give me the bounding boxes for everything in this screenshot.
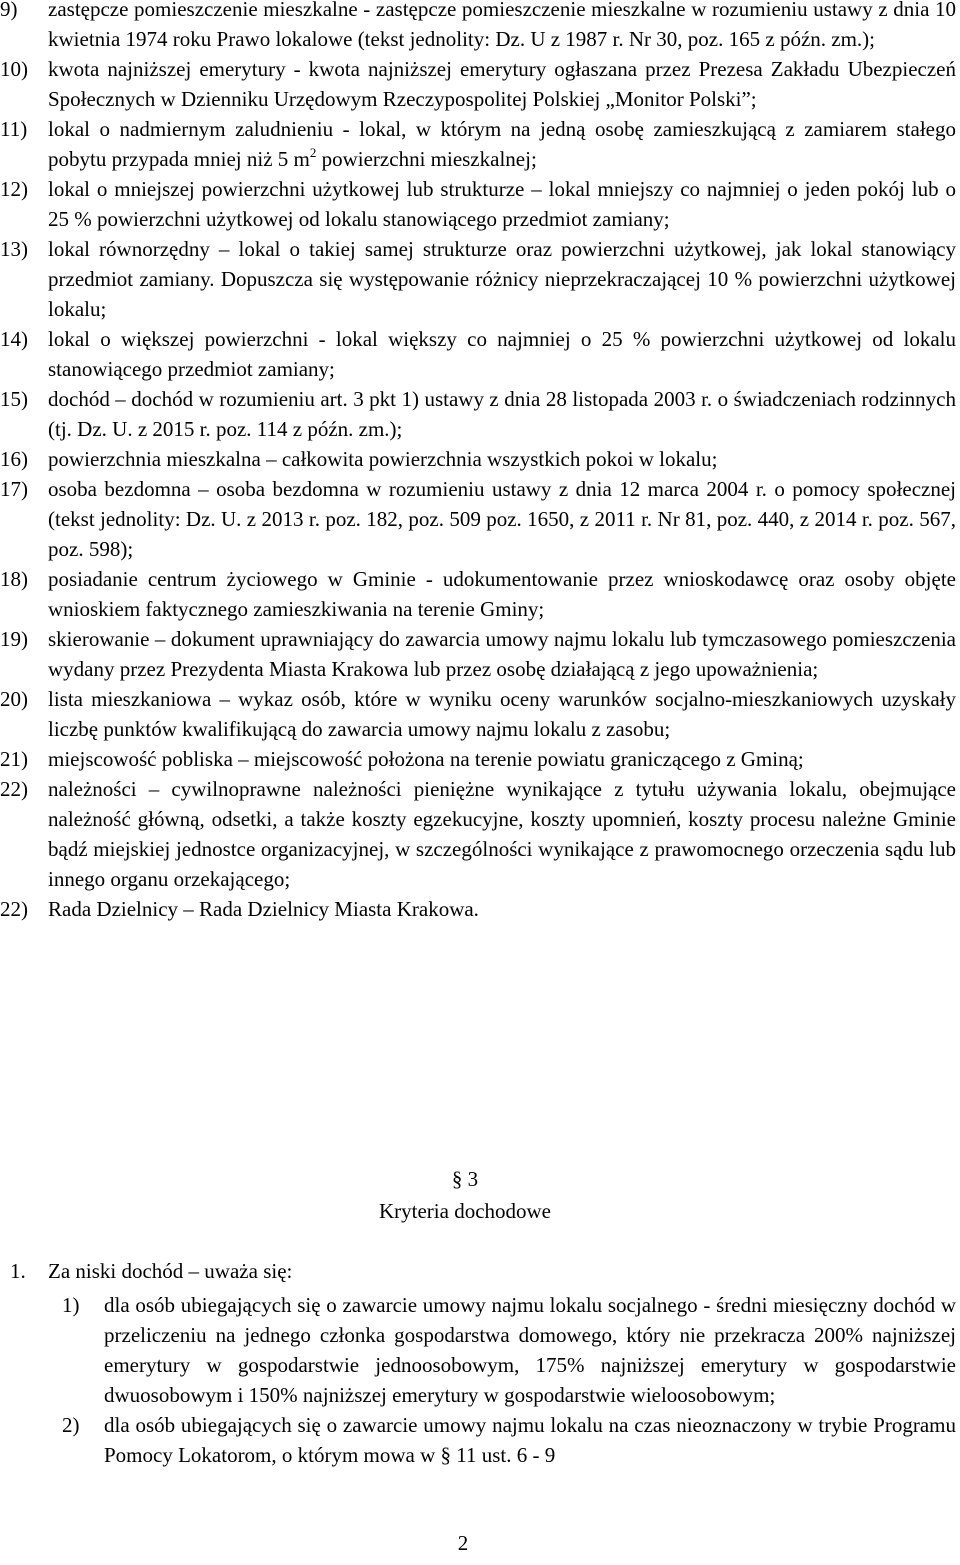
intro-number: 1. [10,1259,26,1283]
item-number: 9) [0,0,18,21]
definition-item [0,894,956,924]
item-text: dla osób ubiegających się o zawarcie umowy najmu lokalu na czas nieoznaczony w trybie Programu Pomocy Lokatorom, o którym mowa w § 11 ust. 6 - 9 [104,1413,956,1467]
definition-item [0,114,956,174]
item-number: 1) [62,1293,80,1317]
criteria-item [62,1290,956,1410]
item-text: lokal o większej powierzchni - lokal większy co najmniej o 25 % powierzchni użytkowej od lokalu stanowiącego przedmiot zamiany; [48,327,956,381]
item-number: 15) [0,387,28,411]
intro-text: Za niski dochód – uważa się: [48,1259,293,1283]
definition-item [0,444,956,474]
definition-item [0,774,956,894]
criteria-list [62,1290,956,1470]
definition-item [0,384,956,444]
item-text: lokal o mniejszej powierzchni użytkowej lub strukturze – lokal mniejszy co najmniej o jeden pokój lub o 25 % powierzchni użytkowej od lokalu stanowiącego przedmiot zamiany; [48,177,956,231]
item-number: 20) [0,687,28,711]
definition-item [0,564,956,624]
item-number: 18) [0,567,28,591]
definition-item [0,744,956,774]
item-text: dochód – dochód w rozumieniu art. 3 pkt 1) ustawy z dnia 28 listopada 2003 r. o świadczeniach rodzinnych (tj. Dz. U. z 2015 r. poz. 114 z późn. zm.); [48,387,956,441]
item-text: kwota najniższej emerytury - kwota najniższej emerytury ogłaszana przez Prezesa Zakładu Ubezpieczeń Społecznych w Dzienniku Urzędowym Rzeczypospolitej Polskiej „Monitor Polski”; [48,57,956,111]
item-text: lista mieszkaniowa – wykaz osób, które w wyniku oceny warunków socjalno-mieszkaniowych uzyskały liczbę punktów kwalifikującą do zawarcia umowy najmu lokalu z zasobu; [48,687,956,741]
definition-item [0,234,956,324]
definition-item [0,54,956,114]
definition-item [0,174,956,234]
item-text: lokal o nadmiernym zaludnieniu - lokal, w którym na jedną osobę zamieszkującą z zamiarem stałego pobytu przypada mniej niż 5 m [48,117,956,171]
item-text: posiadanie centrum życiowego w Gminie - udokumentowanie przez wnioskodawcę oraz osoby objęte wnioskiem faktycznego zamieszkiwania na terenie Gminy; [48,567,956,621]
item-text: skierowanie – dokument uprawniający do zawarcia umowy najmu lokalu lub tymczasowego pomieszczenia wydany przez Prezydenta Miasta Krakowa lub przez osobę działającą z jego upoważnienia; [48,627,956,681]
item-number: 19) [0,627,28,651]
item-text: lokal równorzędny – lokal o takiej samej strukturze oraz powierzchni użytkowej, jak lokal stanowiący przedmiot zamiany. Dopuszcza się występowanie różnicy nieprzekraczającej 10 % powierzchni użytkowej lokalu; [48,237,956,321]
item-text: miejscowość pobliska – miejscowość położona na terenie powiatu graniczącego z Gminą; [48,747,804,771]
item-text: osoba bezdomna – osoba bezdomna w rozumieniu ustawy z dnia 12 marca 2004 r. o pomocy społecznej (tekst jednolity: Dz. U. z 2013 r. poz. 182, poz. 509 poz. 1650, z 2011 r. Nr 81, poz. 440, z 2014 r. poz. 567, poz. 598); [48,477,956,561]
item-text: Rada Dzielnicy – Rada Dzielnicy Miasta Krakowa. [48,897,479,921]
item-number: 10) [0,57,28,81]
item-number: 21) [0,747,28,771]
definition-item [0,0,956,54]
item-number: 16) [0,447,28,471]
definition-item [0,624,956,684]
item-text: dla osób ubiegających się o zawarcie umowy najmu lokalu socjalnego - średni miesięczny dochód w przeliczeniu na jednego członka gospodarstwa domowego, który nie przekracza 200% najniższej emerytury w gospodarstwie jednoosobowym, 175% najniższej emerytury w gospodarstwie dwuosobowym i 150% najniższej emerytury w gospodarstwie wieloosobowym; [104,1293,956,1407]
criteria-item [62,1410,956,1470]
item-text-continued: powierzchni mieszkalnej; [316,147,537,171]
superscript: 2 [309,145,317,160]
item-text: zastępcze pomieszczenie mieszkalne - zastępcze pomieszczenie mieszkalne w rozumieniu ustawy z dnia 10 kwietnia 1974 roku Prawo lokalowe (tekst jednolity: Dz. U z 1987 r. Nr 30, poz. 165 z późn. zm.); [48,0,956,51]
item-number: 2) [62,1413,80,1437]
item-number: 14) [0,327,28,351]
page-number: 2 [457,1531,469,1555]
definition-item [0,684,956,744]
item-text: powierzchnia mieszkalna – całkowita powierzchnia wszystkich pokoi w lokalu; [48,447,718,471]
item-number: 12) [0,177,28,201]
section-title: Kryteria dochodowe [378,1199,552,1223]
definition-item [0,324,956,384]
item-number: 11) [0,117,28,141]
item-number: 22) [0,777,28,801]
section-symbol: § 3 [451,1167,479,1191]
item-number: 17) [0,477,28,501]
definition-item [0,474,956,564]
criteria-intro [10,1256,292,1286]
item-text: należności – cywilnoprawne należności pieniężne wynikające z tytułu używania lokalu, obejmujące należność główną, odsetki, a także koszty egzekucyjne, koszty upomnień, koszty procesu należne Gminie bądź miejskiej jednostce organizacyjnej, w szczególności wynikające z prawomocnego orzeczenia sądu lub innego organu orzekającego; [48,777,956,891]
item-number: 13) [0,237,28,261]
item-number: 22) [0,897,28,921]
